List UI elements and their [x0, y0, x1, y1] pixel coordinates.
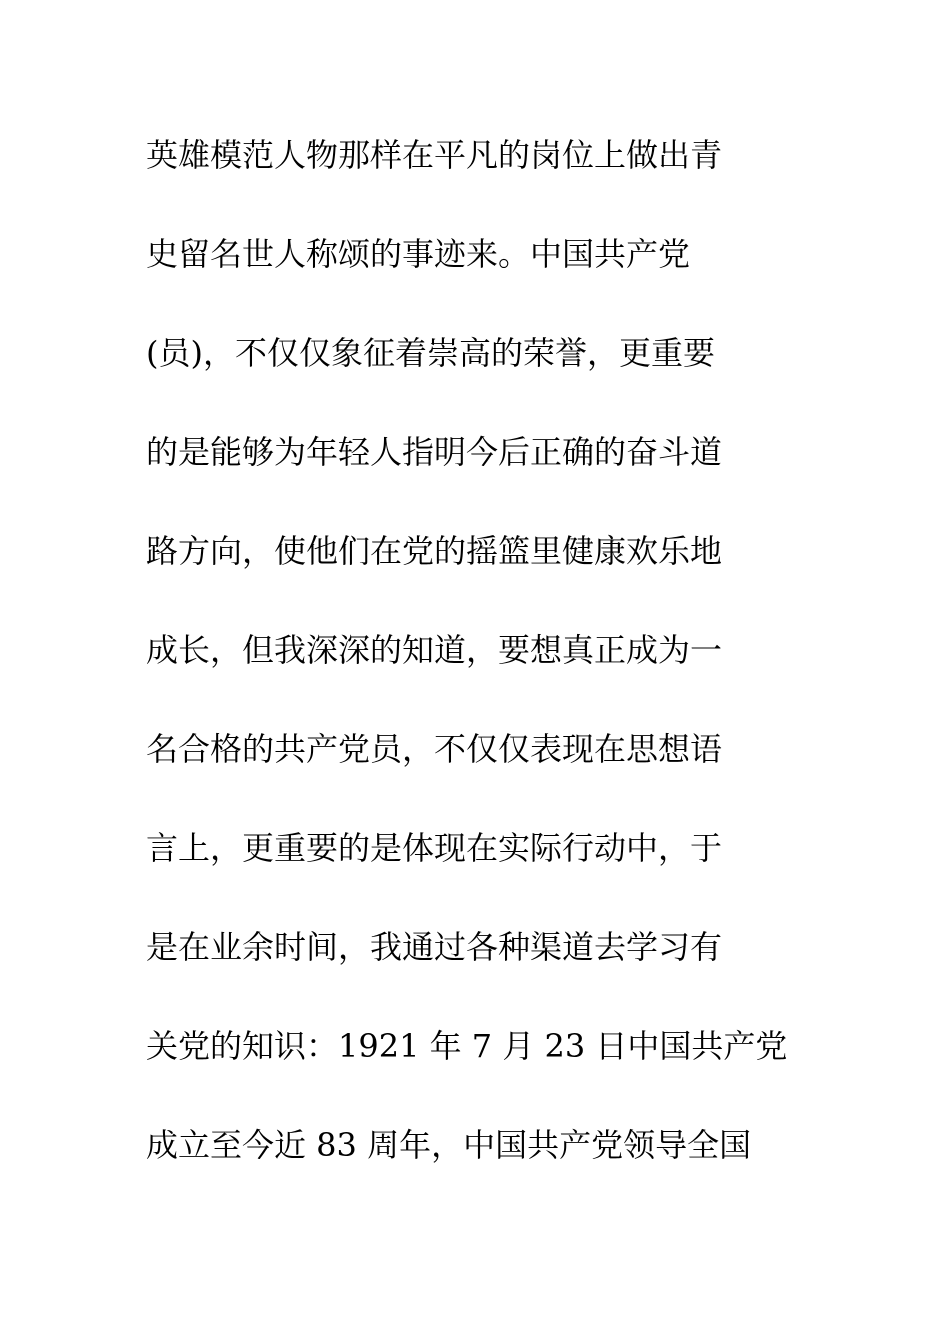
text-line-5: 路方向，使他们在党的摇篮里健康欢乐地 — [146, 532, 723, 570]
text-line-2: 史留名世人称颂的事迹来。中国共产党 — [146, 235, 691, 273]
body-text — [146, 127, 806, 1216]
text-line-10: 关党的知识：1921 年 7 月 23 日中国共产党 — [146, 1027, 788, 1065]
text-line-4: 的是能够为年轻人指明今后正确的奋斗道 — [146, 433, 723, 471]
text-line-11: 成立至今近 83 周年，中国共产党领导全国 — [146, 1126, 752, 1164]
text-line-3: (员)，不仅仅象征着崇高的荣誉，更重要 — [146, 334, 715, 372]
text-line-7: 名合格的共产党员，不仅仅表现在思想语 — [146, 730, 723, 768]
text-line-8: 言上，更重要的是体现在实际行动中，于 — [146, 829, 723, 867]
text-line-6: 成长，但我深深的知道，要想真正成为一 — [146, 631, 723, 669]
text-line-9: 是在业余时间，我通过各种渠道去学习有 — [146, 928, 723, 966]
text-line-1: 英雄模范人物那样在平凡的岗位上做出青 — [146, 136, 723, 174]
